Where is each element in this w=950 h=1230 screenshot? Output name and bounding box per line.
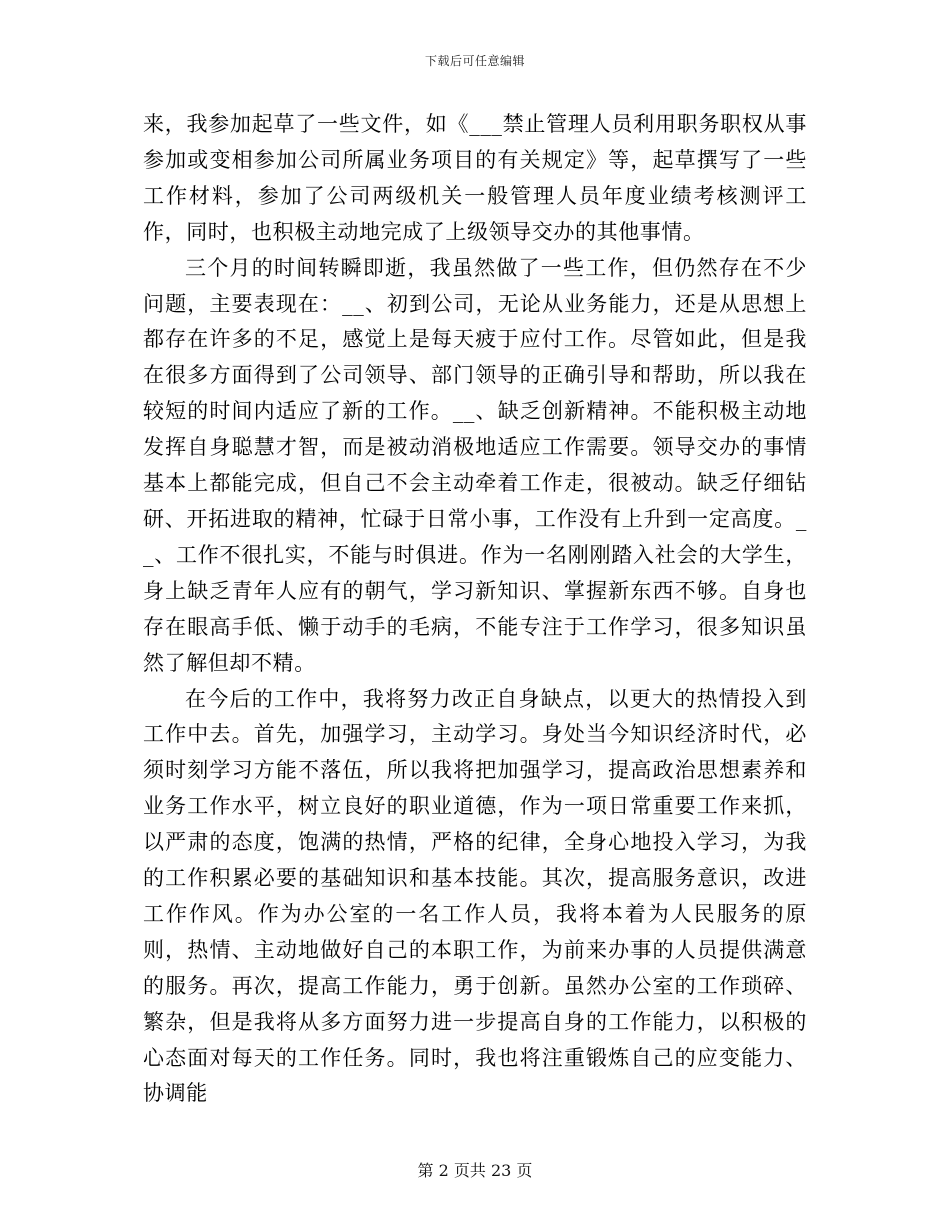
paragraph-3: 在今后的工作中，我将努力改正自身缺点，以更大的热情投入到工作中去。首先，加强学习，主动学习。身处当今知识经济时代，必须时刻学习方能不落伍，所以我将把加强学习，提高政治思想素养和业务工作水平，树立良好的职业道德，作为一项日常重要工作来抓，以严肃的态度，饱满的热情，严格的纪律，全身心地投入学习，为我的工作积累必要的基础知识和基本技能。其次，提高服务意识，改进工作作风。作为办公室的一名工作人员，我将本着为人民服务的原则，热情、主动地做好自己的本职工作，为前来办事的人员提供满意的服务。再次，提高工作能力，勇于创新。虽然办公室的工作琐碎、繁杂，但是我将从多方面努力进一步提高自身的工作能力，以积极的心态面对每天的工作任务。同时，我也将注重锻炼自己的应变能力、协调能 — [143, 686, 807, 1106]
page-number: 第 2 页共 23 页 — [417, 1161, 533, 1180]
document-body — [143, 107, 807, 1112]
paragraph-2: 三个月的时间转瞬即逝，我虽然做了一些工作，但仍然存在不少问题，主要表现在：__、初到公司，无论从业务能力，还是从思想上都存在许多的不足，感觉上是每天疲于应付工作。尽管如此，但是我在很多方面得到了公司领导、部门领导的正确引导和帮助，所以我在较短的时间内适应了新的工作。__、缺乏创新精神。不能积极主动地发挥自身聪慧才智，而是被动消极地适应工作需要。领导交办的事情基本上都能完成，但自己不会主动牵着工作走，很被动。缺乏仔细钻研、开拓进取的精神，忙碌于日常小事，工作没有上升到一定高度。__、工作不很扎实，不能与时俱进。作为一名刚刚踏入社会的大学生，身上缺乏青年人应有的朝气，学习新知识、掌握新东西不够。自身也存在眼高手低、懒于动手的毛病，不能专注于工作学习，很多知识虽然了解但却不精。 — [143, 255, 807, 675]
header-note: 下载后可任意编辑 — [424, 54, 525, 68]
paragraph-1: 来，我参加起草了一些文件，如《___禁止管理人员利用职务职权从事参加或变相参加公司所属业务项目的有关规定》等，起草撰写了一些工作材料，参加了公司两级机关一般管理人员年度业绩考核测评工作，同时，也积极主动地完成了上级领导交办的其他事情。 — [143, 112, 807, 244]
